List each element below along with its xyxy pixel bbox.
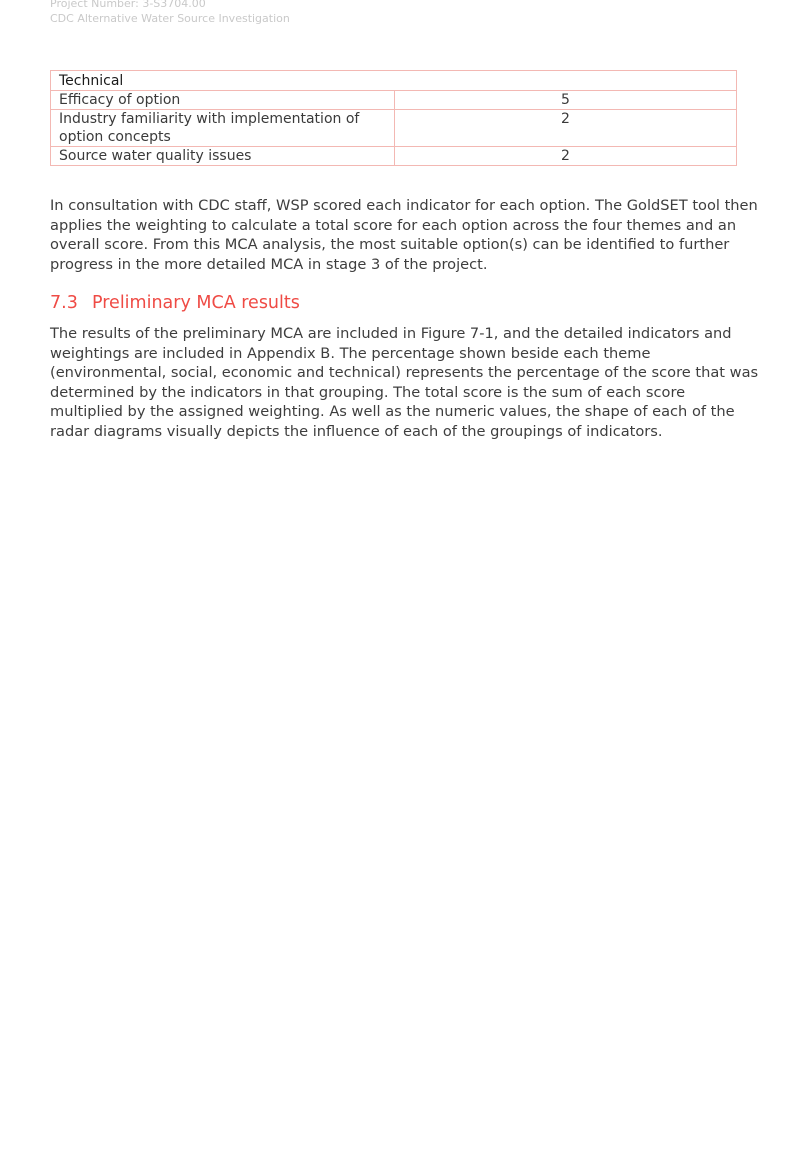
indicator-cell: Efficacy of option — [51, 91, 395, 110]
body-paragraph: The results of the preliminary MCA are included in Figure 7-1, and the detailed indicators and weightings are included in Appendix B. The percentage shown beside each theme (environmental, social, economic and technical) represents the percentage of the score that was determined by the indicators in that grouping. The total score is the sum of each score multiplied by the assigned weighting. As well as the numeric values, the shape of each of the radar diagrams visually depicts the influence of each of the groupings of indicators. — [50, 325, 759, 440]
project-number: Project Number: 3-S3704.00 — [50, 0, 206, 10]
table-row — [51, 147, 737, 166]
indicator-cell: Source water quality issues — [51, 147, 395, 166]
table-section-row — [51, 71, 737, 91]
project-name: CDC Alternative Water Source Investigation — [50, 12, 290, 25]
table-row — [51, 91, 737, 110]
indicator-score-table — [50, 70, 737, 166]
indicator-cell: Industry familiarity with implementation of option concepts — [51, 110, 395, 147]
section-title: Preliminary MCA results — [92, 293, 300, 313]
table-section-label: Technical — [51, 71, 737, 91]
page-header — [50, 0, 290, 26]
score-cell: 5 — [395, 91, 737, 110]
table-row — [51, 110, 737, 147]
section-heading — [50, 291, 300, 315]
body-paragraph: In consultation with CDC staff, WSP scored each indicator for each option. The GoldSET tool then applies the weighting to calculate a total score for each option across the four themes and an overall score. From this MCA analysis, the most suitable option(s) can be identified to further progress in the more detailed MCA in stage 3 of the project. — [50, 197, 758, 273]
score-cell: 2 — [395, 110, 737, 147]
score-cell: 2 — [395, 147, 737, 166]
section-number: 7.3 — [50, 293, 78, 313]
